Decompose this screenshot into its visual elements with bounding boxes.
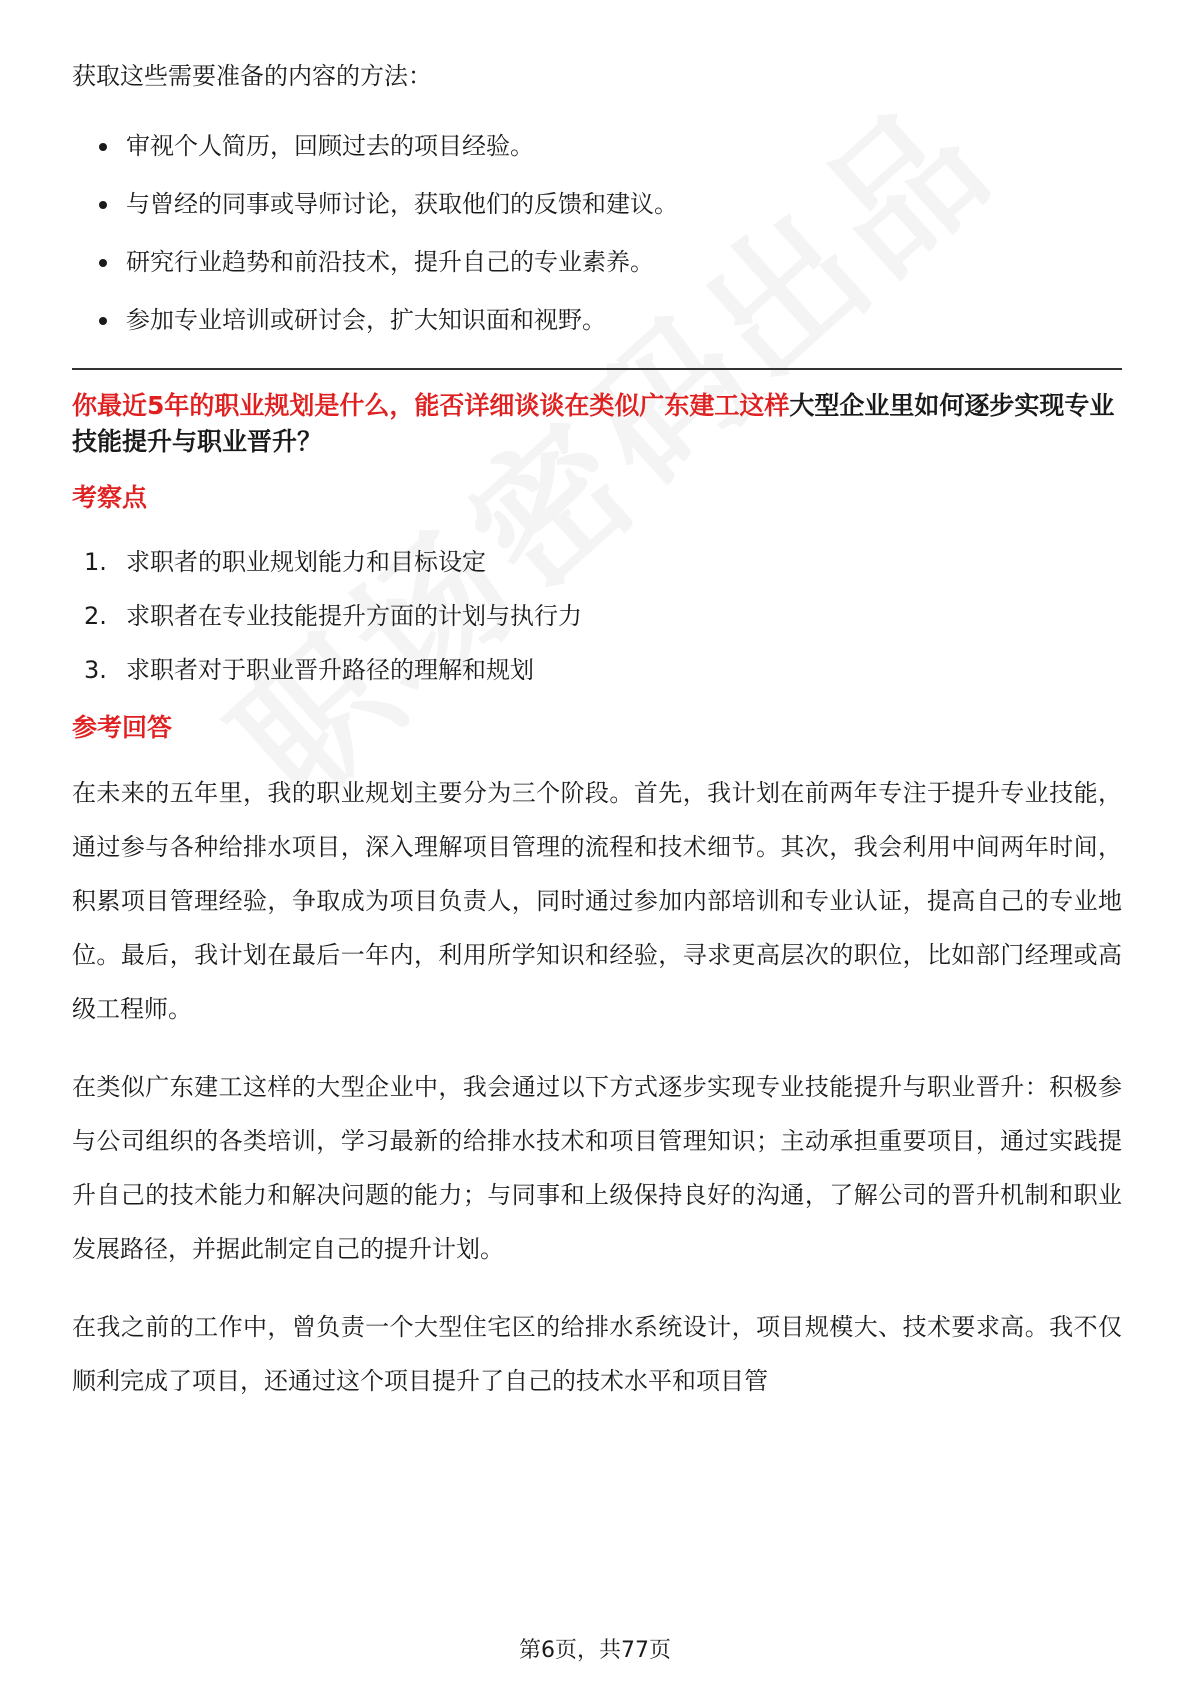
bullet-icon — [99, 259, 107, 267]
list-item — [72, 652, 1122, 688]
answer-paragraph: 在我之前的工作中，曾负责一个大型住宅区的给排水系统设计，项目规模大、技术要求高。我不仅顺利完成了项目，还通过这个项目提升了自己的技术水平和项目管 — [72, 1313, 1122, 1395]
intro-text: 获取这些需要准备的内容的方法： — [72, 62, 432, 90]
list-item-number: 3. — [84, 656, 107, 684]
list-item-text: 与曾经的同事或导师讨论，获取他们的反馈和建议。 — [126, 190, 678, 218]
document-body — [72, 58, 1122, 1432]
list-item — [72, 186, 1122, 222]
list-item-text: 研究行业趋势和前沿技术，提升自己的专业素养。 — [126, 248, 654, 276]
interview-question — [72, 388, 1122, 460]
assessment-points-list — [72, 544, 1122, 688]
answer-paragraph: 在类似广东建工这样的大型企业中，我会通过以下方式逐步实现专业技能提升与职业晋升：积极参与公司组织的各类培训，学习最新的给排水技术和项目管理知识；主动承担重要项目，通过实践提升自己的技术能力和解决问题的能力；与同事和上级保持良好的沟通，了解公司的晋升机制和职业发展路径，并据此制定自己的提升计划。 — [72, 1073, 1122, 1263]
list-item — [72, 598, 1122, 634]
list-item — [72, 302, 1122, 338]
methods-list — [72, 128, 1122, 338]
list-item-text: 求职者对于职业晋升路径的理解和规划 — [126, 656, 534, 684]
list-item-text: 参加专业培训或研讨会，扩大知识面和视野。 — [126, 306, 606, 334]
list-item-text: 审视个人简历，回顾过去的项目经验。 — [126, 132, 534, 160]
bullet-icon — [99, 201, 107, 209]
list-item — [72, 544, 1122, 580]
list-item — [72, 244, 1122, 280]
assessment-heading: 考察点 — [72, 483, 148, 512]
bullet-icon — [99, 143, 107, 151]
answer-paragraph: 在未来的五年里，我的职业规划主要分为三个阶段。首先，我计划在前两年专注于提升专业技能，通过参与各种给排水项目，深入理解项目管理的流程和技术细节。其次，我会利用中间两年时间，积累项目管理经验，争取成为项目负责人，同时通过参加内部培训和专业认证，提高自己的专业地位。最后，我计划在最后一年内，利用所学知识和经验，寻求更高层次的职位，比如部门经理或高级工程师。 — [72, 779, 1122, 1023]
answer-heading: 参考回答 — [72, 713, 173, 742]
list-item-number: 2. — [84, 602, 107, 630]
question-text-black: 大型企业里如何逐步实现专业技能提升与职业晋升？ — [72, 391, 1115, 456]
list-item-number: 1. — [84, 548, 107, 576]
question-text-red: 你最近5年的职业规划是什么，能否详细谈谈在类似广东建工这样 — [72, 391, 790, 420]
list-item — [72, 128, 1122, 164]
list-item-text: 求职者在专业技能提升方面的计划与执行力 — [126, 602, 582, 630]
list-item-text: 求职者的职业规划能力和目标设定 — [126, 548, 486, 576]
page-footer: 第6页，共77页 — [519, 1638, 671, 1663]
bullet-icon — [99, 317, 107, 325]
section-divider — [72, 368, 1122, 370]
